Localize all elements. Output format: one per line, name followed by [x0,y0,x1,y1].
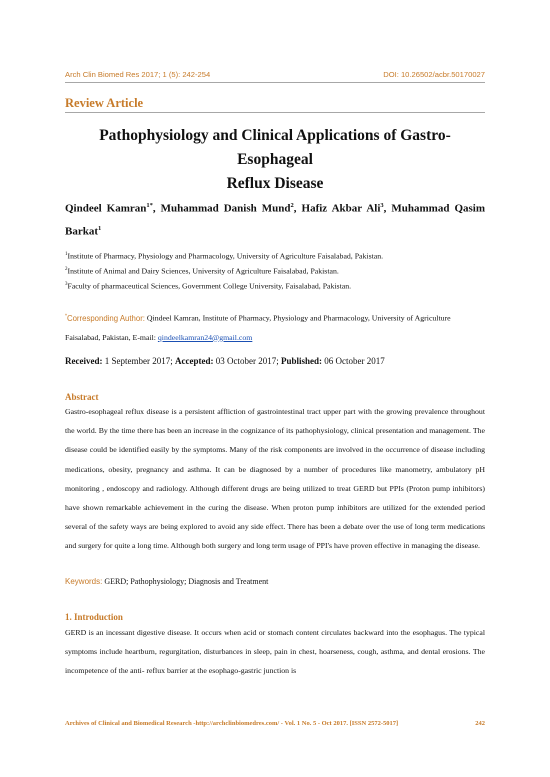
author-affil-sup: 1* [146,202,153,209]
corresponding-label [65,314,145,323]
doi[interactable]: DOI: 10.26502/acbr.50170027 [383,70,485,79]
received-label: Received: [65,356,103,366]
affiliation [65,279,485,292]
affil-sup: 3 [65,282,68,287]
article-title [65,124,485,196]
article-type: Review Article [65,96,144,110]
title-line-2: Reflux Disease [226,175,324,192]
footer-journal: Archives of Clinical and Biomedical Research -http://archclinbiomedres.com/ - Vol. 1 No. 5 - Oct 2017. [ISSN 2572-5017] [65,720,399,727]
publication-dates [65,356,485,366]
accepted-date: 03 October 2017; [213,356,281,366]
author-name: Hafiz Akbar Ali [301,202,381,215]
author-affil-sup: 1 [98,224,102,232]
journal-citation: Arch Clin Biomed Res 2017; 1 (5): 242-254 [65,70,211,79]
affiliation [65,264,485,277]
article-type-rule [65,112,485,113]
affiliation [65,249,485,262]
keywords-text: GERD; Pathophysiology; Diagnosis and Treatment [102,577,269,586]
author-affil-sup: 2 [290,202,294,209]
introduction-text: GERD is an incessant digestive disease. It occurs when acid or stomach content circulates backward into the esophagus. The typical symptoms include heartburn, regurgitation, disturbances in sleep, pain in chest, hoarseness, cough, asthma, and dental erosions. The incompetence of the anti- reflux barrier at the esophago-gastric junction is [65,628,485,676]
published-label: Published: [280,356,322,366]
author-name: Muhammad Qasim Barkat [65,202,486,238]
keywords [65,577,485,586]
affil-text: Faculty of pharmaceutical Sciences, Government College University, Faisalabad, Pakistan. [67,281,352,291]
affil-text: Institute of Animal and Dairy Sciences, University of Agriculture Faisalabad, Pakistan. [67,266,339,276]
author-name: Qindeel Kamran [65,202,147,215]
corresponding-author [65,307,485,347]
corresponding-sup: * [65,313,67,319]
affil-text: Institute of Pharmacy, Physiology and Pharmacology, University of Agriculture Faisalabad, Pakistan. [67,251,384,261]
author-list: Qindeel Kamran$^{1*}$, Muhammad Danish Mund$^2$, Hafiz Akbar Ali$^3$, Muhammad Qasim Barkat$^1$ [65,202,486,238]
received-date: 1 September 2017; [102,356,175,366]
page-footer [65,720,485,727]
introduction-heading: 1. Introduction [65,612,123,622]
author-affil-sup: 3 [380,202,384,209]
keywords-label: Keywords: [65,577,103,586]
abstract-heading: Abstract [65,392,99,402]
author-name: Muhammad Danish Mund [160,202,291,215]
email-link[interactable]: qindeelkamran24@gmail.com [157,332,253,342]
corresponding-label-text: Corresponding Author: [66,313,145,323]
affil-sup: 1 [65,252,68,257]
accepted-label: Accepted: [174,356,214,366]
published-date: 06 October 2017 [321,356,385,366]
affil-sup: 2 [65,267,68,272]
corresponding-text: Qindeel Kamran, Institute of Pharmacy, Physiology and Pharmacology, University of Agriculture Faisalabad, Pakistan, E-mail: [65,313,451,342]
title-line-1: Pathophysiology and Clinical Applications of Gastro-Esophageal [99,127,451,168]
page-number: 242 [475,720,485,727]
header-rule [65,82,485,83]
abstract-text: Gastro-esophageal reflux disease is a persistent affliction of gastrointestinal tract upper part with the growing prevalence throughout the world. By the time there has been an increase in the cognizance of its pathophysiology, clinical presentation and management. The disease could be identified easily by the symptoms. Many of the risk components are involved in the occurrence of disease including medications, obesity, pregnancy and asthma. It can be diagnosed by a number of procedures like manometry, ambulatory pH monitoring , endoscopy and radiology. Although different drugs are being utilized to treat GERD but PPIs (Proton pump inhibitors) have shown remarkable achievement in the curing the disease. When proton pump inhibitors are utilized for the extended period several of the safety ways are being explored to avoid any side effect. There has been a debate over the use of long term medications and surgery for quite a long time. Although both surgery and long term usage of PPI's have proven effective in managing the disease. [65,407,485,551]
